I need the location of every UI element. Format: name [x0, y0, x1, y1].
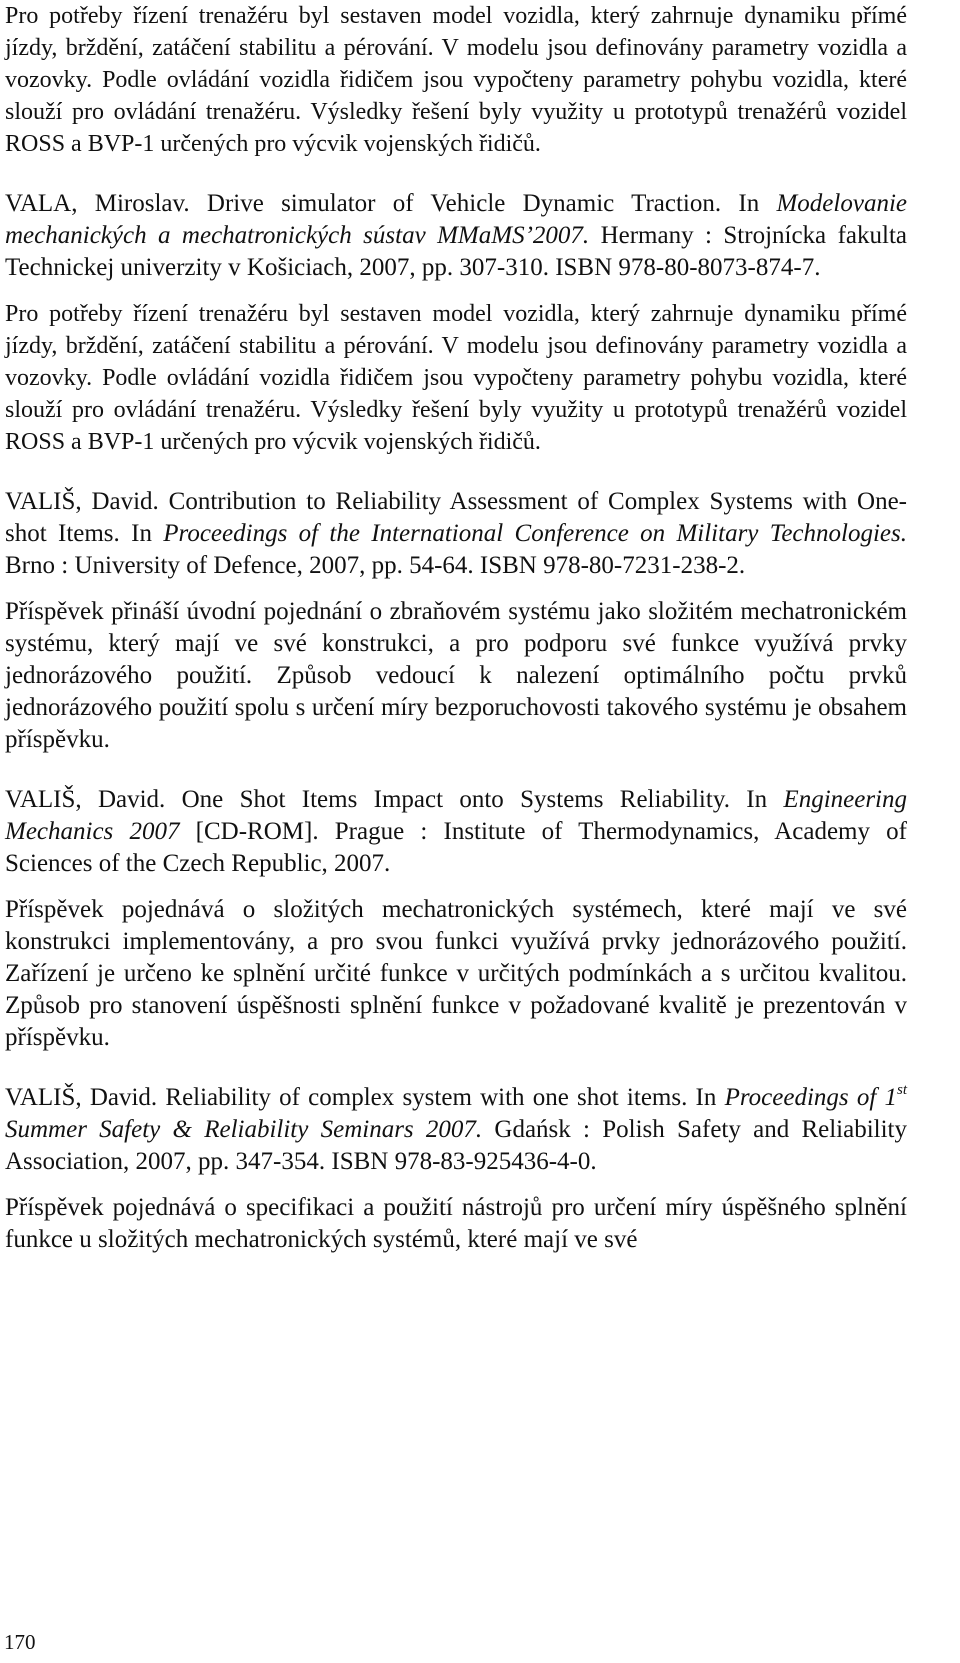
reference-title: Drive simulator of Vehicle Dynamic Traction. In — [189, 190, 777, 217]
abstract-paragraph-2: Pro potřeby řízení trenažéru byl sestaven model vozidla, který zahrnuje dynamiku přímé jízdy, brždění, zatáčení stabilitu a pérování. V modelu jsou definovány parametry vozidla a vozovky. Podle ovládání vozidla řidičem jsou vypočteny parametry pohybu vozidla, které slouží pro ovládání trenažéru. Výsledky řešení byly využity u prototypů trenažérů vozidel ROSS a BVP-1 určených pro výcvik vojenských řidičů. — [5, 301, 907, 455]
reference-source-prefix: Proceedings of 1 — [724, 1084, 897, 1111]
reference-details: Brno : University of Defence, 2007, pp. 54-64. ISBN 978-80-7231-238-2. — [5, 552, 746, 579]
abstract-paragraph-5: Příspěvek pojednává o specifikaci a použití nástrojů pro určení míry úspěšného splnění funkce u složitých mechatronických systémů, které mají ve své — [5, 1194, 907, 1253]
abstract-paragraph-3: Příspěvek přináší úvodní pojednání o zbraňovém systému jako složitém mechatronickém systému, který mají ve své konstrukci, a pro podporu své funkce využívá prvky jednorázového použití. Způsob vedoucí k nalezení optimálního počtu prvků jednorázového použití spolu s určení míry bezporuchovosti takového systému je obsahem příspěvku. — [5, 598, 907, 753]
reference-details: Hermany : Strojnícka fakulta Technickej univerzity v Košiciach, 2007, pp. 307-310. ISBN 978-80-8073-874-7. — [5, 222, 907, 281]
reference-details: [CD-ROM]. Prague : Institute of Thermodynamics, Academy of Sciences of the Czech Republic, 2007. — [5, 818, 907, 877]
reference-author: VALA, Miroslav. — [5, 190, 190, 217]
abstract-paragraph-1: Pro potřeby řízení trenažéru byl sestaven model vozidla, který zahrnuje dynamiku přímé jízdy, brždění, zatáčení stabilitu a pérování. V modelu jsou definovány parametry vozidla a vozovky. Podle ovládání vozidla řidičem jsou vypočteny parametry pohybu vozidla, které slouží pro ovládání trenažéru. Výsledky řešení byly využity u prototypů trenažérů vozidel ROSS a BVP-1 určených pro výcvik vojenských řidičů. — [5, 3, 907, 157]
reference-title: One Shot Items Impact onto Systems Reliability. In — [165, 786, 784, 813]
reference-source: Modelovanie mechanických a mechatronických sústav MMaMS’2007. — [5, 190, 907, 249]
reference-source: Proceedings of the International Conference on Military Technologies. — [163, 520, 907, 547]
reference-source: Engineering Mechanics 2007 — [5, 786, 908, 845]
reference-source-suffix: Summer Safety & Reliability Seminars 2007. — [5, 1116, 483, 1143]
abstract-paragraph-4: Příspěvek pojednává o složitých mechatronických systémech, které mají ve své konstrukci implementovány, a pro svou funkci využívá prvky jednorázového použití. Zařízení je určeno ke splnění určité funkce v určitých podmínkách a s určitou kvalitou. Způsob pro stanovení úspěšnosti splnění funkce v požadované kvalitě je prezentován v příspěvku. — [5, 896, 907, 1051]
reference-entry-vala-drive-simulator — [5, 188, 907, 284]
reference-author: VALIŠ, David. — [5, 1084, 158, 1111]
document-page — [5, 0, 907, 1256]
page-number: 170 — [4, 1630, 36, 1654]
reference-author: VALIŠ, David. — [5, 786, 166, 813]
reference-author: VALIŠ, David. — [5, 488, 159, 515]
reference-entry-valis-one-shot-items — [5, 784, 907, 880]
reference-title: Reliability of complex system with one shot items. In — [157, 1084, 725, 1111]
reference-title: Contribution to Reliability Assessment of Complex Systems with One-shot Items. In — [5, 488, 907, 547]
reference-details: Gdańsk : Polish Safety and Reliability Association, 2007, pp. 347-354. ISBN 978-83-925436-4-0. — [5, 1116, 908, 1175]
reference-entry-valis-reliability — [5, 1082, 907, 1178]
reference-entry-valis-complex-systems — [5, 486, 907, 582]
ordinal-superscript: st — [896, 1081, 907, 1098]
